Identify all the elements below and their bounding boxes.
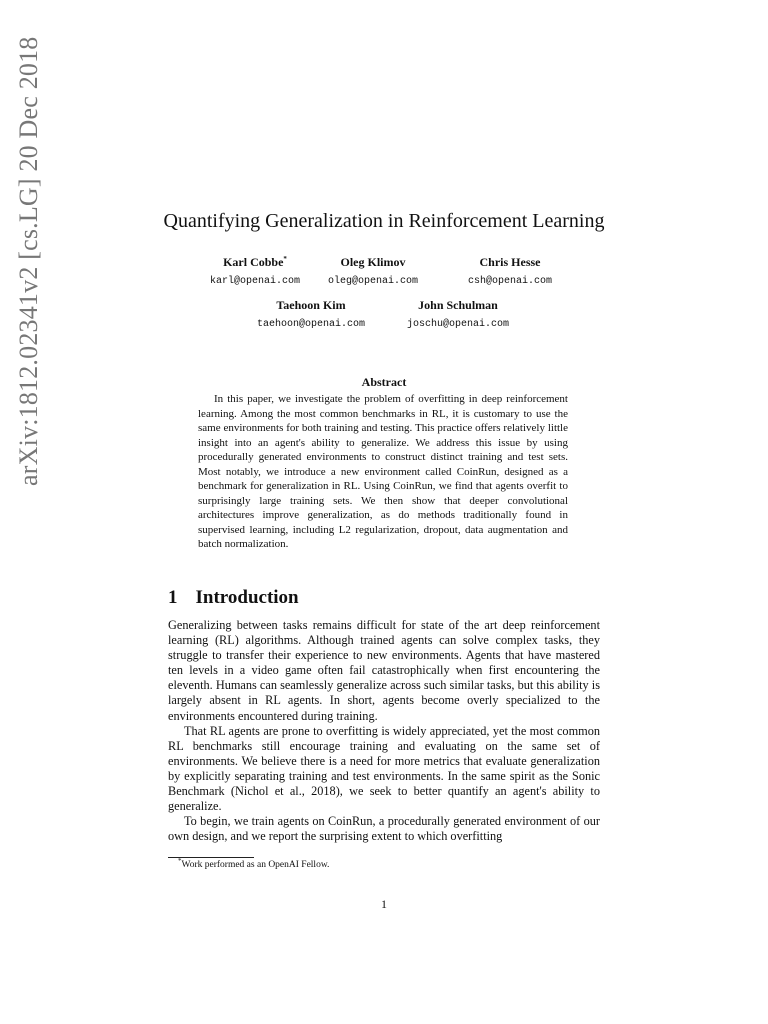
abstract-body: In this paper, we investigate the problem of overfitting in deep reinforcement learning. Among the most common benchmarks in RL, it is customary to use the same environments for both training and testing. This practice offers relatively little insight into an agent's ability to generalize. We address this issue by using procedurally generated environments to construct distinct training and test sets. Most notably, we introduce a new environment called CoinRun, designed as a benchmark for generalization in RL. Using CoinRun, we find that agents overfit to surprisingly large training sets. We then show that deeper convolutional architectures improve generalization, as do methods traditionally found in supervised learning, including L2 regularization, dropout, data augmentation and batch normalization. [198, 393, 568, 550]
footnote [178, 856, 330, 870]
section-heading [168, 587, 299, 609]
paper-title: Quantifying Generalization in Reinforcement Learning [163, 210, 605, 232]
author-block [398, 298, 518, 330]
arxiv-identifier-stamp: arXiv:1812.02341v2 [cs.LG] 20 Dec 2018 [14, 36, 43, 486]
author-email[interactable]: taehoon@openai.com [256, 319, 366, 330]
author-name: John Schulman [418, 298, 498, 312]
paragraph: That RL agents are prone to overfitting is widely appreciated, yet the most common RL benchmarks still encourage training and evaluating on the same set of environments. We believe there is a need for more metrics that evaluate generalization by explicitly separating training and test environments. In the same spirit as the Sonic Benchmark (Nichol et al., 2018), we seek to better quantify an agent's ability to generalize. [168, 723, 600, 814]
author-name: Chris Hesse [479, 255, 541, 269]
author-email[interactable]: karl@openai.com [209, 276, 300, 287]
author-name: Karl Cobbe* [223, 255, 287, 269]
paragraph: Generalizing between tasks remains difficult for state of the art deep reinforcement learning (RL) algorithms. Although trained agents can solve complex tasks, they struggle to transfer their experience to new environments. Agents that have mastered ten levels in a video game often fail catastrophically when first encountering the eleventh. Humans can seamlessly generalize across such similar tasks, but this ability is largely absent in RL agents. In short, agents become overly specialized to the environments encountered during training. [168, 618, 600, 723]
author-name: Oleg Klimov [340, 255, 406, 269]
section-number: 1 [168, 587, 178, 608]
author-block [200, 255, 310, 287]
author-name: Taehoon Kim [276, 298, 346, 312]
author-footnote-mark: * [283, 255, 287, 263]
footnote-text: Work performed as an OpenAI Fellow. [181, 860, 330, 870]
page-number: 1 [381, 897, 387, 911]
paragraph: To begin, we train agents on CoinRun, a procedurally generated environment of our own design, and we report the surprising extent to which overfitting [168, 814, 600, 844]
author-email[interactable]: oleg@openai.com [327, 276, 418, 287]
section-title: Introduction [195, 587, 299, 608]
author-block [455, 255, 565, 287]
author-block [251, 298, 371, 330]
footnote-mark: * [178, 856, 182, 865]
abstract-heading: Abstract [361, 375, 407, 389]
author-block [318, 255, 428, 287]
author-email[interactable]: csh@openai.com [467, 276, 552, 287]
introduction-body [168, 618, 600, 844]
author-email[interactable]: joschu@openai.com [406, 319, 510, 330]
